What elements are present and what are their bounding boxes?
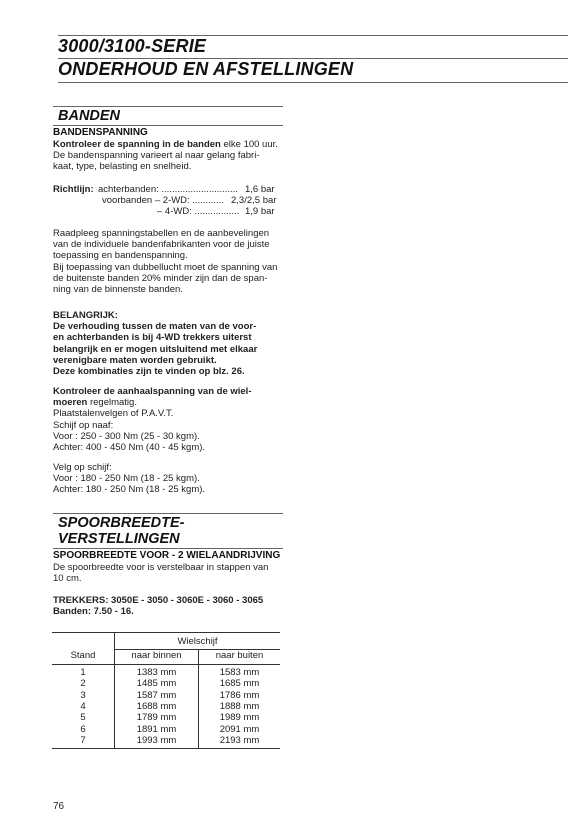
cell-binnen: 1383 mm — [136, 666, 177, 678]
advice-paragraph — [53, 228, 285, 295]
aanhaal-line: Plaatstalenvelgen of P.A.V.T. — [53, 408, 174, 420]
intro-bold: Kontroleer de spanning in de banden — [53, 139, 221, 150]
cell-binnen: 1688 mm — [136, 701, 177, 713]
banden-top-rule — [53, 106, 283, 107]
velg-line: Voor : 180 - 250 Nm (18 - 25 kgm). — [53, 473, 200, 485]
important-line: belangrijk en er mogen uitsluitend met elkaar — [53, 343, 258, 355]
aanhaal-line: Achter: 400 - 450 Nm (40 - 45 kgm). — [53, 442, 206, 454]
important-line: De verhouding tussen de maten van de voor- — [53, 321, 257, 333]
cell-stand: 1 — [52, 664, 115, 678]
table-group-header-row — [52, 633, 280, 650]
bandenspanning-intro — [53, 139, 285, 173]
cell-buiten: 1888 mm — [199, 701, 281, 712]
intro-line-2: De bandenspanning varieert al naar gelang fabri- — [53, 150, 260, 162]
spec-voor4wd-value: 1,9 bar — [245, 206, 275, 217]
aanhaal-bold-line: Kontroleer de aanhaalspanning van de wiel- — [53, 386, 252, 397]
cell-buiten: 1989 mm — [199, 712, 281, 723]
header-title-maintenance: ONDERHOUD EN AFSTELLINGEN — [58, 59, 354, 79]
velg-block — [53, 462, 285, 496]
aanhaal-rest: regelmatig. — [87, 397, 137, 409]
table-row — [52, 664, 280, 678]
spoor-bottom-rule — [53, 548, 283, 549]
header-bottom-rule — [58, 82, 568, 83]
col-header-binnen: naar binnen — [115, 650, 199, 664]
spoor-subtitle: SPOORBREEDTE VOOR - 2 WIELAANDRIJVING — [53, 550, 281, 561]
trekkers-line: TREKKERS: 3050E - 3050 - 3060E - 3060 - 3065 — [53, 595, 264, 606]
aanhaal-line: Schijf op naaf: — [53, 419, 114, 431]
table-row — [52, 701, 280, 712]
advice-line: de buitenste banden 20% minder zijn dan de span- — [53, 272, 268, 284]
spoor-desc-line: De spoorbreedte voor is verstelbaar in stappen van — [53, 562, 269, 573]
table-row — [52, 678, 280, 689]
aanhaal-bold-moeren: moeren — [53, 397, 88, 409]
table-row — [52, 690, 280, 701]
header-title-series: 3000/3100-SERIE — [58, 36, 207, 56]
cell-stand: 4 — [52, 701, 115, 712]
cell-stand: 3 — [52, 690, 115, 701]
important-line: verenigbare maten worden gebruikt. — [53, 354, 217, 366]
cell-binnen: 1891 mm — [136, 723, 177, 735]
advice-line: ning van de binnenste banden. — [53, 284, 183, 296]
spoor-top-rule — [53, 513, 283, 514]
banden-section-title: BANDEN — [58, 108, 121, 124]
spec-achterbanden-label: achterbanden: ............................. — [98, 184, 238, 195]
important-line: Deze kombinaties zijn te vinden op blz. 26. — [53, 366, 245, 378]
cell-stand: 6 — [52, 724, 115, 735]
cell-stand: 7 — [52, 735, 115, 748]
advice-line: Bij toepassing van dubbellucht moet de spanning van — [53, 261, 278, 273]
table-row — [52, 712, 280, 723]
banden-bottom-rule — [53, 125, 283, 126]
table-column-header-row — [52, 650, 280, 664]
spec-achterbanden-value: 1,6 bar — [245, 184, 275, 195]
banden-size-line: Banden: 7.50 - 16. — [53, 606, 134, 618]
cell-stand: 5 — [52, 712, 115, 723]
richtlijn-label: Richtlijn: — [53, 184, 94, 195]
intro-rest: elke 100 uur. — [220, 139, 278, 150]
spec-voor2wd-label: voorbanden – 2-WD: ............ — [102, 195, 224, 206]
spoor-desc-line: 10 cm. — [53, 573, 82, 585]
page-number: 76 — [53, 801, 65, 812]
cell-buiten: 1685 mm — [199, 678, 281, 689]
table-group-header: Wielschijf — [115, 633, 281, 650]
aanhaal-line: Voor : 250 - 300 Nm (25 - 30 kgm). — [53, 430, 200, 442]
cell-binnen: 1993 mm — [115, 735, 199, 748]
advice-line: Raadpleeg spanningstabellen en de aanbevelingen — [53, 228, 270, 239]
spoor-description — [53, 562, 285, 584]
wielschijf-table — [52, 632, 280, 749]
important-line: en achterbanden is bij 4-WD trekkers uiterst — [53, 332, 252, 344]
advice-line: van de individuele bandenfabrikanten voor de juiste — [53, 239, 270, 251]
aanhaal-block — [53, 386, 285, 453]
spec-voor4wd-label: – 4-WD: ................. — [157, 206, 240, 217]
cell-binnen: 1789 mm — [136, 712, 177, 724]
spoor-section-title-line1: SPOORBREEDTE- — [58, 515, 185, 531]
trekkers-block — [53, 595, 285, 617]
col-header-buiten: naar buiten — [199, 650, 281, 664]
cell-stand: 2 — [52, 678, 115, 689]
cell-binnen: 1485 mm — [136, 678, 177, 690]
important-label: BELANGRIJK: — [53, 310, 118, 321]
cell-buiten: 1583 mm — [199, 664, 281, 678]
cell-buiten: 2091 mm — [199, 724, 281, 735]
cell-buiten: 2193 mm — [199, 735, 281, 748]
bandenspanning-subtitle: BANDENSPANNING — [53, 127, 148, 138]
table-row — [52, 735, 280, 748]
spec-voor2wd-value: 2,3/2,5 bar — [231, 195, 277, 206]
velg-line: Achter: 180 - 250 Nm (18 - 25 kgm). — [53, 484, 206, 496]
spoor-section-title-line2: VERSTELLINGEN — [58, 531, 180, 547]
table-row — [52, 724, 280, 735]
advice-line: toepassing en bandenspanning. — [53, 250, 188, 262]
col-header-stand: Stand — [52, 650, 115, 664]
velg-line: Velg op schijf: — [53, 462, 112, 473]
cell-binnen: 1587 mm — [136, 689, 177, 701]
important-block — [53, 310, 285, 377]
intro-line-3: kaat, type, belasting en snelheid. — [53, 161, 192, 173]
cell-buiten: 1786 mm — [199, 690, 281, 701]
